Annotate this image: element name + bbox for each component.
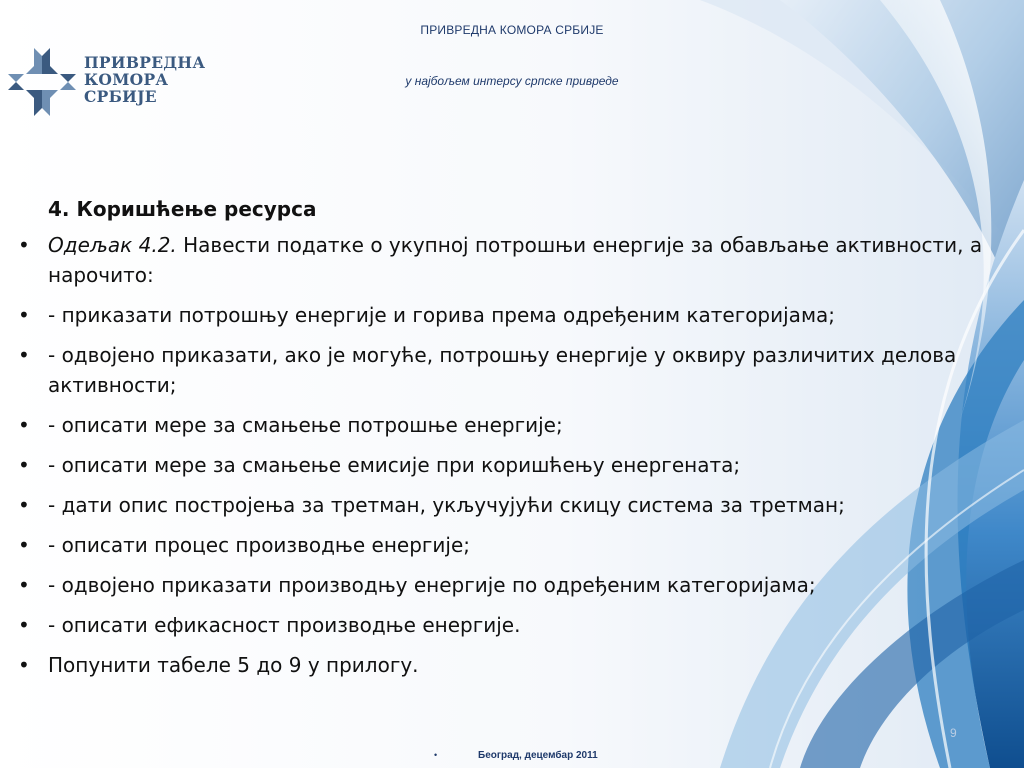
header-org-name: ПРИВРЕДНА КОМОРА СРБИЈЕ [420, 23, 604, 37]
bullet-text: - одвојено приказати производњу енергије по одређеним категоријама; [48, 573, 816, 597]
bullet-marker: • [18, 533, 30, 557]
bullet-marker: • [18, 653, 30, 677]
bullet-marker: • [18, 413, 30, 437]
logo-line-3: СРБИЈЕ [84, 87, 157, 106]
section-heading: 4. Коришћење ресурса [48, 197, 317, 221]
bullet-text: Навести податке о укупној потрошњи енергије за обављање активности, а нарочито: [48, 233, 983, 287]
bullet-item [18, 410, 993, 440]
bullet-marker: • [18, 493, 30, 517]
bullet-item [18, 610, 993, 640]
bullet-list [18, 230, 993, 680]
chamber-logo-icon [4, 44, 80, 120]
bullet-text: - приказати потрошњу енергије и горива према одређеним категоријама; [48, 303, 836, 327]
header-tagline: у најбољем интерсу српске привреде [405, 74, 619, 88]
chamber-logo [4, 44, 214, 120]
bullet-marker: • [18, 453, 30, 477]
footer-bullet: • [434, 750, 438, 760]
chamber-logo-text [84, 54, 205, 105]
slide-content [18, 194, 993, 690]
bullet-text: - одвојено приказати, ако је могуће, потрошњу енергије у оквиру различитих делова активности; [48, 343, 957, 397]
bullet-item [18, 450, 993, 480]
bullet-marker: • [18, 303, 30, 327]
bullet-item [18, 490, 993, 520]
bullet-lead: Одељак 4.2. [48, 233, 177, 257]
bullet-marker: • [18, 613, 30, 637]
bullet-marker: • [18, 573, 30, 597]
bullet-text: Попунити табеле 5 до 9 у прилогу. [48, 653, 419, 677]
bullet-marker: • [18, 233, 30, 257]
footer-text: Београд, децембар 2011 [478, 750, 598, 761]
bullet-text: - дати опис постројења за третман, укључујући скицу система за третман; [48, 493, 845, 517]
logo-line-2: КОМОРА [84, 70, 169, 89]
bullet-text: - описати ефикасност производње енергије. [48, 613, 521, 637]
page-number: 9 [950, 726, 957, 740]
bullet-item [18, 230, 993, 290]
bullet-marker: • [18, 343, 30, 367]
bullet-item [18, 300, 993, 330]
bullet-item [18, 340, 993, 400]
bullet-item [18, 530, 993, 560]
bullet-text: - описати процес производње енергије; [48, 533, 471, 557]
bullet-item [18, 650, 993, 680]
logo-line-1: ПРИВРЕДНА [84, 53, 206, 72]
bullet-item [18, 570, 993, 600]
bullet-text: - описати мере за смањење потрошње енергије; [48, 413, 563, 437]
bullet-text: - описати мере за смањење емисије при коришћењу енергената; [48, 453, 741, 477]
